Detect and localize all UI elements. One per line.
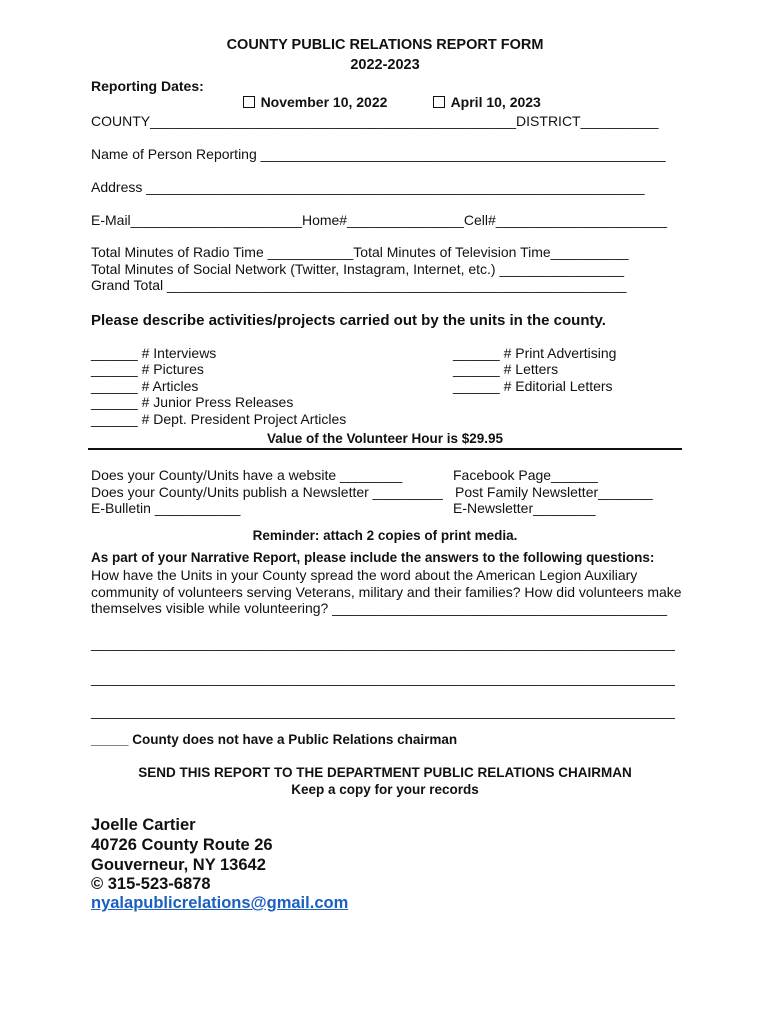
- reminder-text: Reminder: attach 2 copies of print media.: [252, 528, 518, 543]
- reporting-date-april-label: April 10, 2023: [450, 94, 541, 110]
- contact-street: 40726 County Route 26: [91, 836, 273, 854]
- section-divider: [88, 448, 682, 450]
- narrative-question-line-3[interactable]: themselves visible while volunteering? ___________________________________________: [91, 600, 668, 616]
- contact-email-link[interactable]: nyalapublicrelations@gmail.com: [91, 894, 349, 912]
- activity-item-junior-press[interactable]: ______ # Junior Press Releases: [91, 394, 294, 410]
- e-newsletter-field[interactable]: E-Newsletter________: [453, 500, 596, 516]
- activities-heading: Please describe activities/projects carried out by the units in the county.: [91, 312, 606, 329]
- activity-item-interviews[interactable]: ______ # Interviews: [91, 345, 217, 361]
- contact-name: Joelle Cartier: [91, 816, 196, 834]
- activity-item-articles[interactable]: ______ # Articles: [91, 378, 199, 394]
- post-family-newsletter-field[interactable]: Post Family Newsletter_______: [455, 484, 653, 500]
- e-bulletin-field[interactable]: E-Bulletin ___________: [91, 500, 241, 516]
- activity-item-print-advertising[interactable]: ______ # Print Advertising: [453, 345, 617, 361]
- checkbox-icon[interactable]: [243, 96, 255, 108]
- narrative-question-line-1: How have the Units in your County spread the word about the American Legion Auxiliary: [91, 567, 638, 583]
- keep-copy-instruction: Keep a copy for your records: [291, 782, 479, 797]
- website-question[interactable]: Does your County/Units have a website ________: [91, 467, 403, 483]
- no-chairman-field[interactable]: _____ County does not have a Public Relations chairman: [91, 732, 458, 747]
- narrative-answer-line[interactable]: ___________________________________________________________________________: [91, 703, 675, 719]
- form-title: COUNTY PUBLIC RELATIONS REPORT FORM: [226, 37, 544, 53]
- reporting-date-november-label: November 10, 2022: [260, 94, 388, 110]
- activity-item-pictures[interactable]: ______ # Pictures: [91, 361, 204, 377]
- address-field[interactable]: Address ________________________________________________________________: [91, 179, 645, 195]
- volunteer-hour-value: Value of the Volunteer Hour is $29.95: [266, 431, 504, 446]
- grand-total-field[interactable]: Grand Total ___________________________________________________________: [91, 277, 627, 293]
- newsletter-question[interactable]: Does your County/Units publish a Newsletter _________: [91, 484, 443, 500]
- reporting-dates-label: Reporting Dates:: [91, 78, 204, 94]
- narrative-answer-line[interactable]: ___________________________________________________________________________: [91, 670, 675, 686]
- narrative-question-line-2: community of volunteers serving Veterans, military and their families? How did volunteers make: [91, 584, 682, 600]
- checkbox-icon[interactable]: [433, 96, 445, 108]
- social-network-minutes-field[interactable]: Total Minutes of Social Network (Twitter, Instagram, Internet, etc.) ________________: [91, 261, 625, 277]
- activity-item-letters[interactable]: ______ # Letters: [453, 361, 559, 377]
- facebook-page-field[interactable]: Facebook Page______: [453, 467, 598, 483]
- contact-phone: © 315-523-6878: [91, 875, 211, 893]
- send-report-instruction: SEND THIS REPORT TO THE DEPARTMENT PUBLIC RELATIONS CHAIRMAN: [138, 765, 632, 780]
- form-year: 2022-2023: [350, 57, 420, 73]
- person-reporting-field[interactable]: Name of Person Reporting ____________________________________________________: [91, 146, 666, 162]
- activity-item-editorial-letters[interactable]: ______ # Editorial Letters: [453, 378, 613, 394]
- county-district-field[interactable]: COUNTY_______________________________________________DISTRICT__________: [91, 113, 659, 129]
- contact-numbers-field[interactable]: E-Mail______________________Home#_______________Cell#______________________: [91, 212, 668, 228]
- activity-item-dept-president[interactable]: ______ # Dept. President Project Articles: [91, 411, 347, 427]
- radio-tv-minutes-field[interactable]: Total Minutes of Radio Time ___________Total Minutes of Television Time__________: [91, 244, 629, 260]
- narrative-answer-line[interactable]: ___________________________________________________________________________: [91, 635, 675, 651]
- contact-city: Gouverneur, NY 13642: [91, 856, 266, 874]
- narrative-heading: As part of your Narrative Report, please include the answers to the following questions:: [91, 550, 655, 565]
